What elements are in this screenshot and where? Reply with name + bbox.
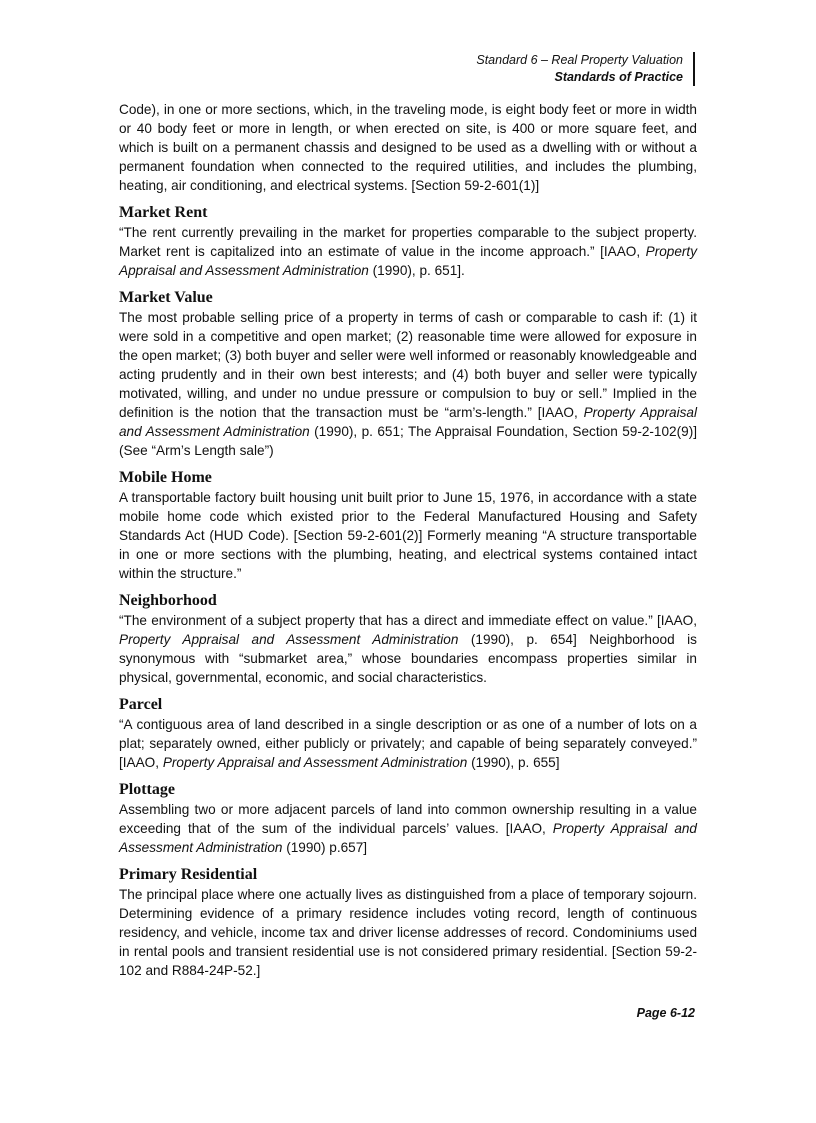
term-market-rent: Market Rent [119,204,208,221]
term-neighborhood: Neighborhood [119,592,217,609]
page-number: Page 6-12 [636,1006,695,1020]
definition-market-value: The most probable selling price of a property in terms of cash or comparable to cash if: (1) it were sold in a competitive and open market; (2) reasonable time were allowed for exposure in the open market; (3) both buyer and seller were well informed or reasonably knowledgeable and acting prudently and in their own best interests; and (4) both buyer and seller were typically motivated, willing, and under no undue pressure or compulsion to buy or sell.” Implied in the definition is the notion that the transaction must be “arm’s-length.” [IAAO, Property Appraisal and Assessment Administration (1990), p. 651; The Appraisal Foundation, Section 59-2-102(9)] (See “Arm’s Length sale”) [119,310,697,458]
header-standard-title: Standard 6 – Real Property Valuation [476,53,683,67]
term-primary-residential: Primary Residential [119,866,258,883]
glossary-content [119,100,697,980]
intro-paragraph: Code), in one or more sections, which, in the traveling mode, is eight body feet or more in width or 40 body feet or more in length, or when erected on site, is 400 or more square feet, and which is built on a permanent chassis and designed to be used as a dwelling with or without a permanent foundation when connected to the required utilities, and includes the plumbing, heating, air conditioning, and electrical systems. [Section 59-2-601(1)] [119,102,697,193]
running-header [383,52,695,86]
term-plottage: Plottage [119,781,175,798]
header-section-title: Standards of Practice [554,70,683,84]
definition-mobile-home: A transportable factory built housing unit built prior to June 15, 1976, in accordance with a state mobile home code which existed prior to the Federal Manufactured Housing and Safety Standards Act (HUD Code). [Section 59-2-601(2)] Formerly meaning “A structure transportable in one or more sections with the plumbing, heating, and electrical systems contained intact within the structure.” [119,490,697,581]
term-market-value: Market Value [119,289,213,306]
definition-plottage: Assembling two or more adjacent parcels of land into common ownership resulting in a value exceeding that of the sum of the individual parcels’ values. [IAAO, Property Appraisal and Assessment Administration (1990) p.657] [119,802,697,855]
definition-parcel: “A contiguous area of land described in a single description or as one of a number of lots on a plat; separately owned, either publicly or privately; and capable of being separately conveyed.” [IAAO, Property Appraisal and Assessment Administration (1990), p. 655] [119,717,697,770]
term-mobile-home: Mobile Home [119,469,212,486]
definition-neighborhood: “The environment of a subject property that has a direct and immediate effect on value.” [IAAO, Property Appraisal and Assessment Administration (1990), p. 654] Neighborhood is synonymous with “submarket area,” whose boundaries encompass properties similar in physical, governmental, economic, and social characteristics. [119,613,697,685]
definition-market-rent: “The rent currently prevailing in the market for properties comparable to the subject property. Market rent is capitalized into an estimate of value in the income approach.” [IAAO, Property Appraisal and Assessment Administration (1990), p. 651]. [119,225,697,278]
definition-primary-residential: The principal place where one actually lives as distinguished from a place of temporary sojourn. Determining evidence of a primary residence includes voting record, length of continuous residency, and vehicle, income tax and driver license addresses of record. Condominiums used in rental pools and transient residential use is not considered primary residential. [Section 59-2-102 and R884-24P-52.] [119,887,697,978]
term-parcel: Parcel [119,696,163,713]
